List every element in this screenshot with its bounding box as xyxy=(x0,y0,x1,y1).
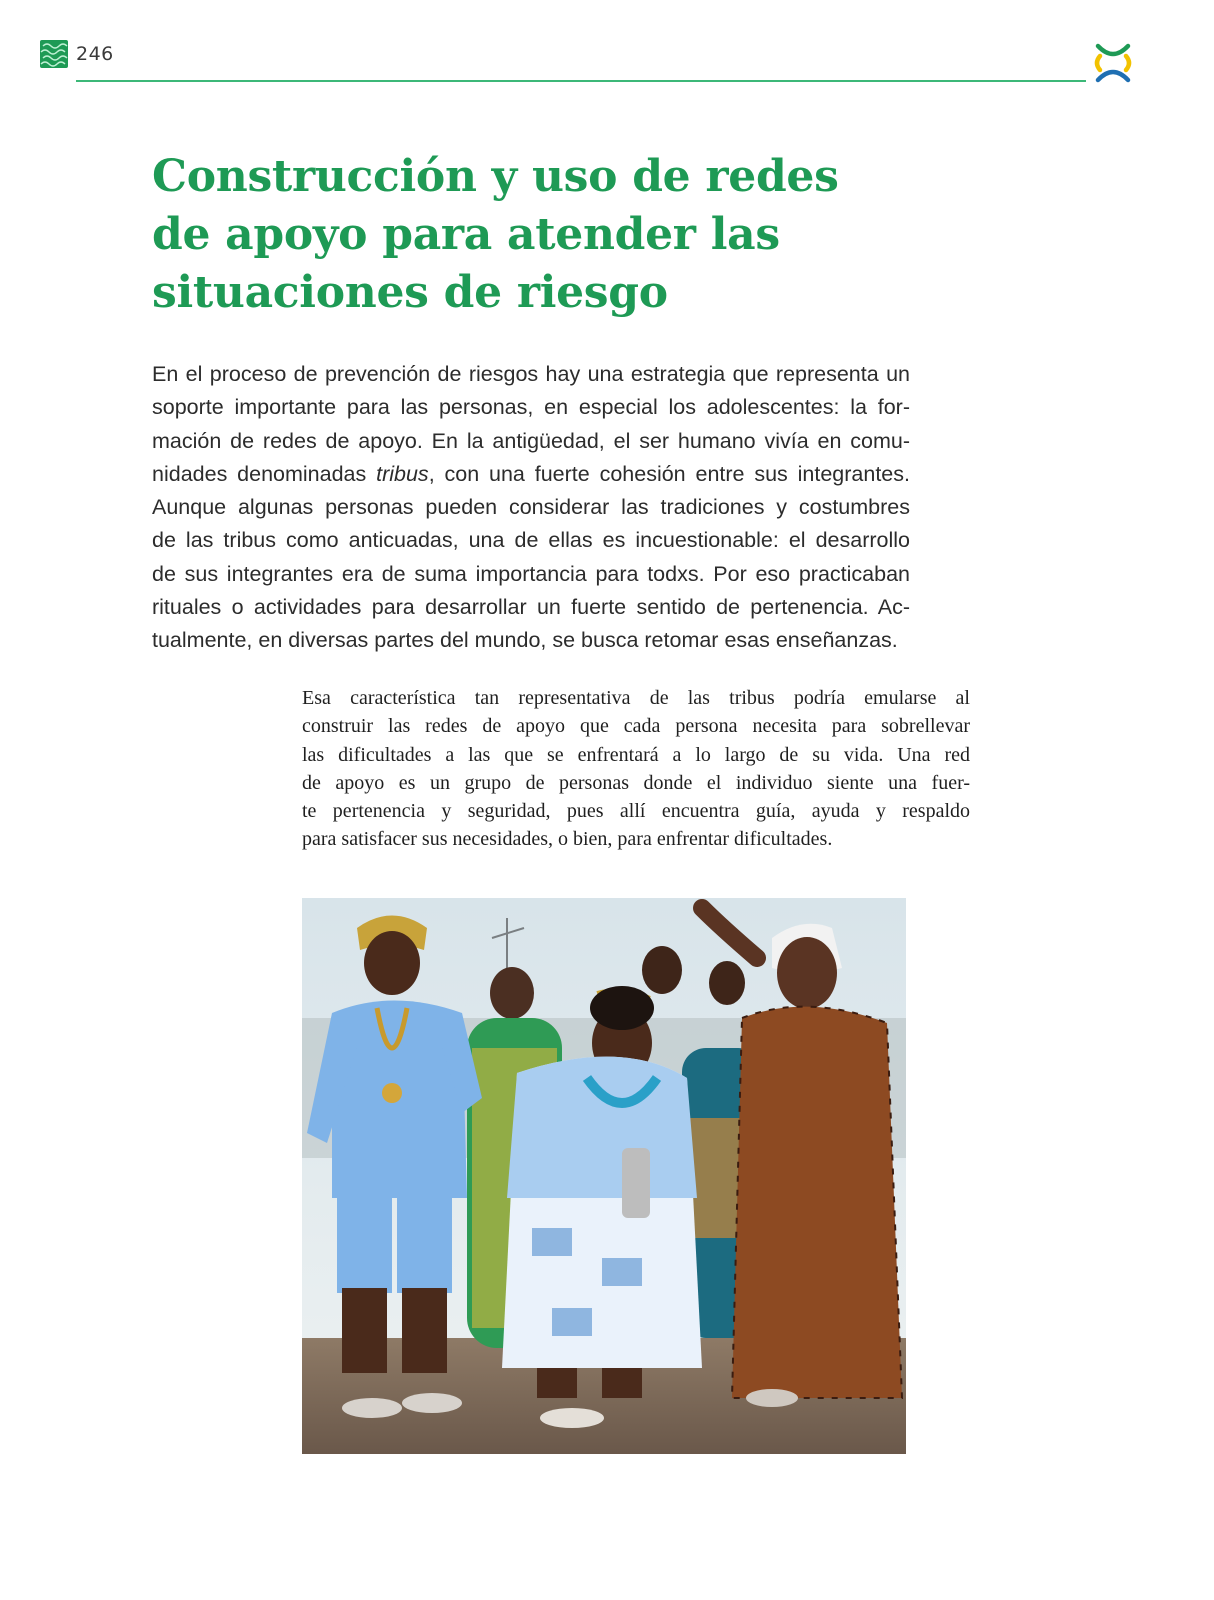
paragraph-line: construir las redes de apoyo que cada persona necesita para sobrellevar xyxy=(302,715,970,738)
intro-paragraph xyxy=(152,358,910,658)
title-line: situaciones de riesgo xyxy=(152,267,668,318)
italic-term: tribus xyxy=(376,461,429,486)
celebration-photo xyxy=(302,898,906,1454)
title-line: de apoyo para atender las xyxy=(152,209,780,260)
intro-text: nidades denominadas xyxy=(152,461,377,486)
intro-line: de sus integrantes era de suma importancia para todxs. Por eso practicaban xyxy=(152,561,910,586)
paragraph-line: Esa característica tan representativa de las tribus podría emularse al xyxy=(302,687,970,709)
intro-line: mación de redes de apoyo. En la antigüedad, el ser humano vivía en comu- xyxy=(152,428,910,453)
paragraph-line: para satisfacer sus necesidades, o bien, para enfrentar dificultades. xyxy=(302,828,833,851)
intro-line: En el proceso de prevención de riesgos hay una estrategia que representa un xyxy=(152,362,910,386)
intro-line: soporte importante para las personas, en especial los adolescentes: la for- xyxy=(152,395,910,420)
intro-line: de las tribus como anticuadas, una de ellas es incuestionable: el desarrollo xyxy=(152,528,910,553)
page-number: 246 xyxy=(76,43,114,65)
paragraph-line: te pertenencia y seguridad, pues allí encuentra guía, ayuda y respaldo xyxy=(302,800,970,823)
intro-line: rituales o actividades para desarrollar un fuerte sentido de pertenencia. Ac- xyxy=(152,595,910,620)
intro-text: , con una fuerte cohesión entre sus integrantes. xyxy=(428,461,910,486)
green-pattern-icon xyxy=(40,40,68,68)
support-network-paragraph xyxy=(302,684,970,854)
intro-line: tualmente, en diversas partes del mundo, se busca retomar esas enseñanzas. xyxy=(152,628,898,653)
title-line: Construcción y uso de redes xyxy=(152,151,839,202)
paragraph-line: de apoyo es un grupo de personas donde el individuo siente una fuer- xyxy=(302,771,970,794)
header-rule xyxy=(76,80,1086,82)
intro-line: Aunque algunas personas pueden considerar las tradiciones y costumbres xyxy=(152,495,910,520)
paragraph-line: las dificultades a las que se enfrentará a lo largo de su vida. Una red xyxy=(302,743,970,766)
page-title xyxy=(152,148,872,322)
intro-line xyxy=(152,458,910,491)
chromosome-logo-icon xyxy=(1090,40,1136,86)
